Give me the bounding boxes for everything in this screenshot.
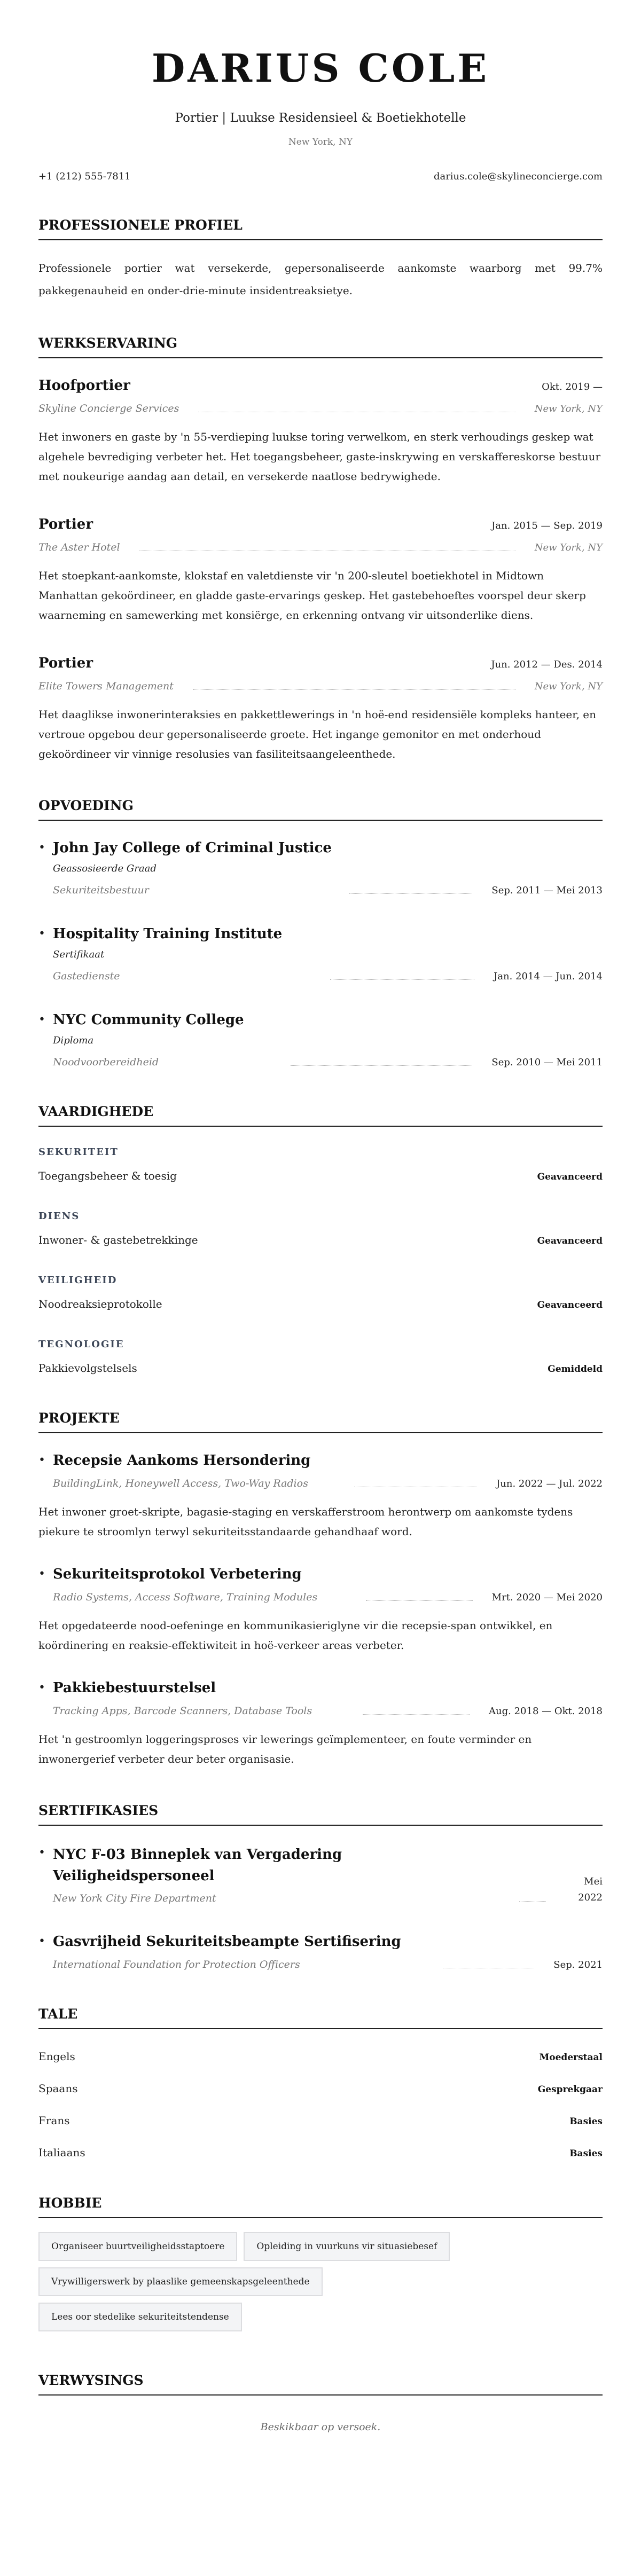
certifications-section [38,1802,603,1973]
section-heading: HOBBIE [38,2195,603,2218]
project-tech: BuildingLink, Honeywell Access, Two-Way Radios [53,1478,308,1489]
field-of-study: Sekuriteitsbestuur [53,884,149,896]
bullet-icon: • [38,1013,45,1026]
education-dates: Jan. 2014 — Jun. 2014 [494,971,603,982]
certification-issuer: New York City Fire Department [53,1892,216,1904]
project-entry [38,1451,603,1542]
phone-number: +1 (212) 555-7811 [38,171,131,182]
contact-row [38,170,603,184]
company-name: Skyline Concierge Services [38,403,179,414]
degree: Diploma [53,1035,94,1046]
dotted-leader [291,1065,472,1066]
company-name: The Aster Hotel [38,541,120,553]
job-entry [38,515,603,625]
job-description: Het daaglikse inwonerinteraksies en pakkettlewerings in 'n hoë-end residensiële kompleks hanteer, en vertroue opgebou deur gepersonaliseerde groete. Het ingange gemonitor en met onderhoud gekoördineer vir vinnige resolusies van fasiliteitsaangeleenthede. [38,708,596,760]
skill-name: Inwoner- & gastebetrekkinge [38,1234,198,1246]
language-level: Basies [569,2148,603,2159]
education-entry [38,925,603,984]
job-location: New York, NY [534,403,603,414]
section-heading: VAARDIGHEDE [38,1103,603,1127]
skill-category: TEGNOLOGIE [38,1339,124,1350]
job-dates: Jun. 2012 — Des. 2014 [491,659,603,670]
education-entry [38,1011,603,1070]
hobby-chip: Lees oor stedelike sekuriteitstendense [38,2303,242,2331]
dotted-leader [349,893,472,894]
section-heading: PROJEKTE [38,1410,603,1433]
certification-entry [38,1933,603,1973]
project-description: Het 'n gestroomlyn loggeringsproses vir lewerings geïmplementeer, en foute verminder en inwonergerief verbeter deur beter organisasie. [38,1733,532,1765]
dotted-leader [519,1901,546,1902]
skill-name: Noodreaksieprotokolle [38,1298,162,1310]
project-title: Sekuriteitsprotokol Verbetering [53,1566,302,1582]
section-heading: VERWYSINGS [38,2372,603,2396]
dotted-leader [366,1600,473,1601]
section-heading: OPVOEDING [38,797,603,821]
hobby-chip: Organiseer buurtveiligheidsstaptoere [38,2232,237,2261]
school-name: Hospitality Training Institute [53,926,283,942]
skill-row [38,1297,603,1313]
language-row [38,2080,603,2098]
education-dates: Sep. 2011 — Mei 2013 [491,885,603,896]
dotted-leader [363,1714,470,1715]
job-entry [38,654,603,764]
language-row [38,2145,603,2162]
project-description: Het inwoner groet-skripte, bagasie-staging en verskafferstroom herontwerp om aankomste tydens piekure te stroomlyn terwyl sekuriteitsstandaarde gehandhaaf word. [38,1505,573,1538]
skill-row [38,1232,603,1248]
school-name: John Jay College of Criminal Justice [53,840,332,856]
skill-level: Geavanceerd [537,1172,603,1182]
project-tech: Radio Systems, Access Software, Training Modules [53,1591,318,1603]
project-entry [38,1565,603,1655]
candidate-name: DARIUS COLE [151,45,490,91]
language-row [38,2112,603,2130]
education-dates: Sep. 2010 — Mei 2011 [491,1057,603,1068]
company-name: Elite Towers Management [38,680,174,692]
degree: Sertifikaat [53,949,105,960]
job-dates: Jan. 2015 — Sep. 2019 [491,520,603,531]
project-dates: Aug. 2018 — Okt. 2018 [489,1706,603,1717]
language-name: Engels [38,2050,75,2063]
bullet-icon: • [38,1567,45,1581]
certification-date: Sep. 2021 [553,1959,603,1970]
degree: Geassosieerde Graad [53,863,157,874]
projects-section [38,1410,603,1769]
bullet-icon: • [38,1846,45,1859]
job-dates: Okt. 2019 — [542,381,603,392]
job-entry [38,376,603,486]
profile-text: Professionele portier wat versekerde, gepersonaliseerde aankomste waarborg met 99.7% pakkegenauheid en onder-drie-minute insidentreaksietye. [38,262,603,297]
project-description: Het opgedateerde nood-oefeninge en kommunikasieriglyne vir die recepsie-span ontwikkel, en koördinering en reaksie-effektiwiteit in hoë-verkeer areas verbeter. [38,1619,553,1652]
section-heading: WERKSERVARING [38,335,603,358]
job-description: Het inwoners en gaste by 'n 55-verdieping luukse toring verwelkom, en sterk verhoudings geskep wat algehele bevrediging verbeter het. Het toegangsbeheer, gaste-inskrywing en verskaffereskorse bestuur met noukeurige aandag aan detail, en versekerde naatlose bedrywighede. [38,430,601,483]
job-description: Het stoepkant-aankomste, klokstaf en valetdienste vir 'n 200-sleutel boetiekhotel in Midtown Manhattan gekoördineer, en gladde gaste-ervarings geskep. Het gastebehoeftes voorspel deur skerp waarneming en samewerking met konsiërge, en erkenning ontvang vir uitsonderlike diens. [38,569,586,622]
hobby-chips [38,2232,573,2331]
certification-title: Gasvrijheid Sekuriteitsbeampte Sertifisering [53,1934,401,1950]
skill-level: Geavanceerd [537,1300,603,1310]
references-section [38,2372,603,2433]
section-heading: SERTIFIKASIES [38,1802,603,1826]
project-title: Pakkiebestuurstelsel [53,1680,216,1696]
field-of-study: Gastedienste [53,970,120,982]
skill-name: Pakkievolgstelsels [38,1362,137,1375]
education-entry [38,839,603,898]
job-location: New York, NY [534,681,603,692]
skill-row [38,1168,603,1184]
skill-category: SEKURITEIT [38,1146,119,1158]
resume-header [38,45,603,184]
project-dates: Mrt. 2020 — Mei 2020 [491,1592,603,1603]
bullet-icon: • [38,927,45,940]
dotted-leader [193,689,515,690]
profile-section [38,217,603,302]
skill-name: Toegangsbeheer & toesig [38,1169,177,1182]
certification-issuer: International Foundation for Protection Officers [53,1959,300,1970]
field-of-study: Noodvoorbereidheid [53,1056,159,1068]
skill-category: DIENS [38,1211,80,1222]
skill-level: Gemiddeld [548,1364,603,1375]
school-name: NYC Community College [53,1012,244,1028]
project-title: Recepsie Aankoms Hersondering [53,1452,311,1468]
education-section [38,797,603,1070]
language-name: Frans [38,2114,70,2127]
skill-row [38,1361,603,1377]
skill-level: Geavanceerd [537,1236,603,1246]
hobby-chip: Vrywilligerswerk by plaaslike gemeenskapsgeleenthede [38,2267,323,2296]
references-text: Beskikbaar op versoek. [260,2421,381,2433]
language-level: Basies [569,2116,603,2127]
job-location: New York, NY [534,542,603,553]
job-title: Portier [38,516,93,532]
certification-date: Mei 2022 [578,1876,603,1903]
language-name: Italiaans [38,2146,85,2159]
dotted-leader [330,979,474,980]
bullet-icon: • [38,1935,45,1948]
certification-title: NYC F-03 Binneplek van Vergadering Veiligheidspersoneel [53,1847,342,1884]
language-level: Gesprekgaar [537,2084,603,2095]
certification-entry [38,1844,603,1906]
section-heading: TALE [38,2006,603,2029]
experience-section [38,335,603,764]
language-row [38,2048,603,2065]
hobbies-section [38,2195,603,2331]
bullet-icon: • [38,841,45,854]
project-entry [38,1679,603,1769]
job-title: Hoofportier [38,378,130,394]
email-address[interactable]: darius.cole@skylineconcierge.com [433,171,603,182]
candidate-subtitle: Portier | Luukse Residensieel & Boetiekhotelle [175,111,466,125]
candidate-location: New York, NY [288,137,353,147]
bullet-icon: • [38,1681,45,1694]
section-heading: PROFESSIONELE PROFIEL [38,217,603,240]
project-dates: Jun. 2022 — Jul. 2022 [496,1478,603,1489]
skill-category: VEILIGHEID [38,1275,118,1286]
skills-section [38,1103,603,1377]
job-title: Portier [38,655,93,671]
project-tech: Tracking Apps, Barcode Scanners, Database Tools [53,1705,312,1717]
bullet-icon: • [38,1454,45,1467]
language-level: Moederstaal [539,2052,603,2063]
languages-section [38,2006,603,2162]
hobby-chip: Opleiding in vuurkuns vir situasiebesef [244,2232,450,2261]
language-name: Spaans [38,2082,78,2095]
